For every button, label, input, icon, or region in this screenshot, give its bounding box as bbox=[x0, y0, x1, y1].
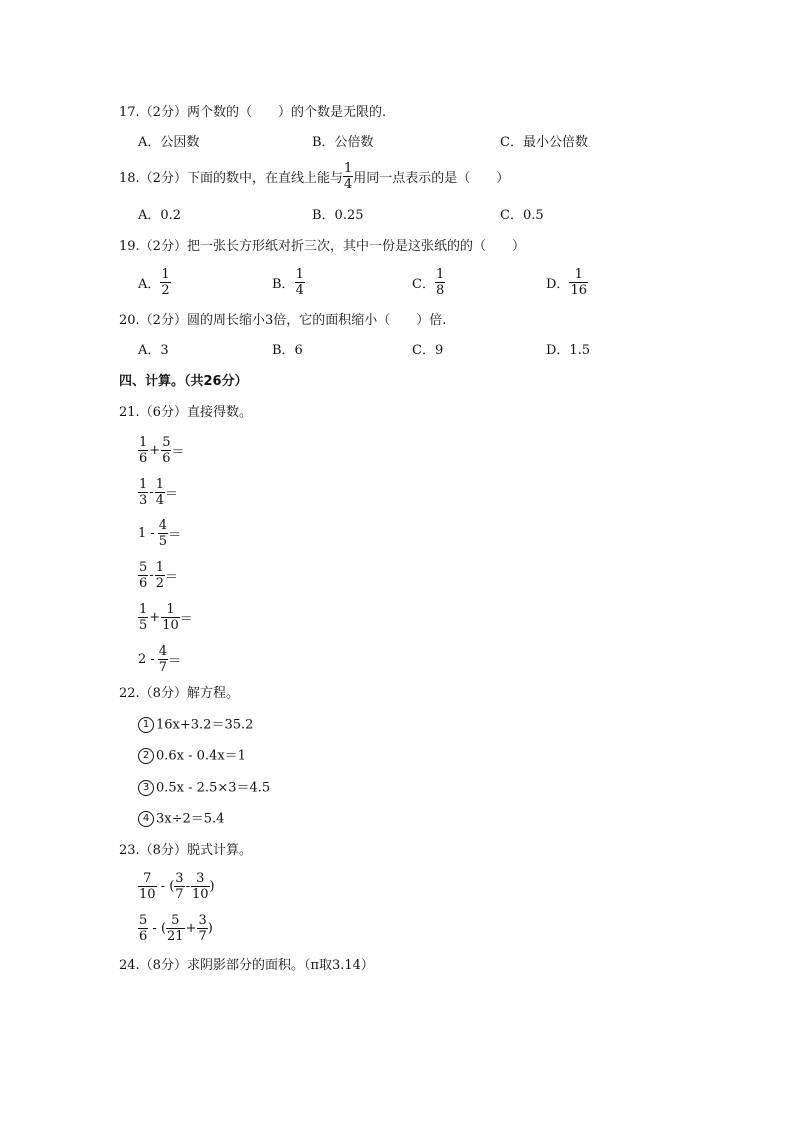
question-20-stem: 20.（2分）圆的周长缩小3倍，它的面积缩小（ ）倍. bbox=[119, 313, 447, 328]
option-fraction bbox=[295, 267, 305, 298]
fraction-numerator: 1 bbox=[166, 601, 175, 617]
q17-option-c: C．最小公倍数 bbox=[500, 135, 588, 150]
fraction-denominator: 8 bbox=[435, 282, 445, 298]
q19-option-c bbox=[412, 266, 445, 298]
fraction bbox=[197, 913, 207, 944]
option-label: C． bbox=[412, 276, 435, 292]
question-17-stem: 17.（2分）两个数的（ ）的个数是无限的. bbox=[119, 105, 387, 120]
fraction-numerator: 3 bbox=[198, 912, 207, 928]
fraction bbox=[161, 435, 171, 466]
fraction-denominator: 4 bbox=[155, 492, 164, 508]
operator: + bbox=[149, 442, 161, 458]
fraction-denominator: 4 bbox=[343, 176, 353, 192]
q21-item-5 bbox=[138, 601, 193, 633]
question-24-stem: 24.（8分）求阴影部分的面积。（π取3.14） bbox=[119, 958, 374, 973]
option-fraction bbox=[435, 267, 445, 298]
fraction-denominator: 7 bbox=[158, 659, 168, 675]
option-label: D． bbox=[546, 276, 570, 292]
fraction-numerator: 1 bbox=[161, 266, 170, 282]
operator: - bbox=[149, 484, 154, 500]
q18-option-c: C．0.5 bbox=[500, 208, 544, 223]
q21-item-4 bbox=[138, 559, 178, 591]
fraction-denominator: 5 bbox=[139, 617, 148, 633]
fraction bbox=[158, 518, 168, 549]
q18-option-a: A．0.2 bbox=[138, 208, 182, 223]
fraction-numerator: 1 bbox=[155, 476, 164, 492]
fraction bbox=[138, 871, 157, 902]
operator: - bbox=[185, 878, 190, 894]
question-23-stem: 23.（8分）脱式计算。 bbox=[119, 843, 252, 858]
operator: - ( bbox=[148, 920, 167, 936]
operator: + bbox=[149, 609, 161, 625]
section-4-heading: 四、计算。（共26分） bbox=[119, 374, 248, 389]
q22-equation-4 bbox=[138, 811, 224, 828]
q18-stem-after: 用同一点表示的是（ ） bbox=[353, 170, 510, 186]
q18-stem-before: 18.（2分）下面的数中，在直线上能与 bbox=[119, 170, 343, 186]
operator: - bbox=[149, 567, 154, 583]
fraction bbox=[174, 871, 184, 902]
fraction-denominator: 10 bbox=[162, 617, 179, 633]
fraction-denominator: 6 bbox=[139, 450, 148, 466]
fraction bbox=[138, 913, 148, 944]
q18-fraction bbox=[343, 161, 353, 192]
fraction-numerator: 4 bbox=[158, 517, 168, 533]
fraction-denominator: 4 bbox=[295, 282, 304, 298]
closing-paren: ) bbox=[209, 878, 215, 894]
fraction-numerator: 5 bbox=[139, 559, 148, 575]
question-18-stem bbox=[119, 160, 509, 192]
fraction bbox=[138, 477, 148, 508]
q23-expression-2 bbox=[138, 912, 213, 944]
circled-number: 3 bbox=[138, 780, 154, 796]
q22-equation-2 bbox=[138, 748, 246, 765]
fraction-numerator: 1 bbox=[435, 266, 445, 282]
fraction-numerator: 1 bbox=[295, 266, 304, 282]
q20-option-a: A．3 bbox=[138, 343, 169, 358]
fraction-numerator: 1 bbox=[574, 266, 583, 282]
fraction-numerator: 5 bbox=[139, 912, 148, 928]
fraction-denominator: 16 bbox=[570, 282, 587, 298]
fraction-denominator: 10 bbox=[191, 886, 209, 902]
equals-sign: ＝ bbox=[164, 569, 178, 585]
fraction-denominator: 6 bbox=[139, 575, 148, 591]
option-fraction bbox=[569, 267, 588, 298]
q20-option-d: D．1.5 bbox=[546, 343, 591, 358]
question-22-stem: 22.（8分）解方程。 bbox=[119, 686, 239, 701]
operator: - ( bbox=[156, 878, 175, 894]
q22-equation-3 bbox=[138, 780, 270, 797]
q17-option-a: A．公因数 bbox=[138, 135, 200, 150]
q20-option-c: C．9 bbox=[412, 343, 444, 358]
fraction-denominator: 2 bbox=[161, 282, 170, 298]
option-fraction bbox=[160, 267, 170, 298]
fraction-numerator: 1 bbox=[139, 434, 148, 450]
fraction bbox=[158, 644, 168, 675]
equals-sign: ＝ bbox=[168, 653, 182, 669]
equals-sign: ＝ bbox=[168, 527, 182, 543]
circled-number: 2 bbox=[138, 748, 154, 764]
equation-text: 3x÷2＝5.4 bbox=[156, 811, 225, 827]
fraction bbox=[155, 560, 165, 591]
fraction bbox=[155, 477, 165, 508]
fraction bbox=[138, 602, 148, 633]
q21-item-1 bbox=[138, 434, 184, 466]
fraction bbox=[161, 602, 180, 633]
closing-paren: ) bbox=[207, 920, 213, 936]
fraction-numerator: 1 bbox=[139, 476, 148, 492]
question-21-stem: 21.（6分）直接得数。 bbox=[119, 405, 252, 420]
option-label: A． bbox=[138, 276, 161, 292]
fraction-numerator: 5 bbox=[171, 912, 180, 928]
equation-text: 16x+3.2＝35.2 bbox=[156, 717, 254, 733]
fraction-denominator: 2 bbox=[155, 575, 164, 591]
question-19-stem: 19.（2分）把一张长方形纸对折三次，其中一份是这张纸的的（ ） bbox=[119, 239, 525, 254]
equals-sign: ＝ bbox=[164, 486, 178, 502]
q20-option-b: B．6 bbox=[272, 343, 303, 358]
equation-text: 0.6x - 0.4x＝1 bbox=[156, 748, 246, 764]
operator: + bbox=[185, 920, 197, 936]
fraction-numerator: 1 bbox=[155, 559, 164, 575]
fraction-denominator: 3 bbox=[139, 492, 148, 508]
fraction-denominator: 10 bbox=[139, 886, 156, 902]
equation-text: 0.5x - 2.5×3＝4.5 bbox=[156, 780, 271, 796]
whole-term: 1 - bbox=[138, 525, 155, 541]
fraction bbox=[138, 560, 148, 591]
fraction-numerator: 7 bbox=[143, 870, 152, 886]
fraction-numerator: 4 bbox=[158, 643, 168, 659]
fraction bbox=[138, 435, 148, 466]
q23-expression-1 bbox=[138, 870, 215, 902]
q18-option-b: B．0.25 bbox=[312, 208, 364, 223]
fraction bbox=[166, 913, 185, 944]
fraction-denominator: 7 bbox=[175, 886, 184, 902]
fraction-denominator: 5 bbox=[158, 533, 168, 549]
fraction-denominator: 6 bbox=[162, 450, 171, 466]
fraction-denominator: 7 bbox=[198, 928, 207, 944]
q22-equation-1 bbox=[138, 717, 253, 734]
q19-option-b bbox=[272, 266, 305, 298]
circled-number: 1 bbox=[138, 717, 154, 733]
fraction-numerator: 3 bbox=[175, 870, 184, 886]
q19-option-a bbox=[138, 266, 171, 298]
whole-term: 2 - bbox=[138, 651, 155, 667]
fraction-numerator: 1 bbox=[343, 160, 353, 176]
fraction bbox=[191, 871, 210, 902]
fraction-numerator: 1 bbox=[139, 601, 148, 617]
q19-option-d bbox=[546, 266, 588, 298]
fraction-denominator: 6 bbox=[139, 928, 148, 944]
q21-item-2 bbox=[138, 476, 178, 508]
q21-item-6 bbox=[138, 643, 181, 675]
circled-number: 4 bbox=[138, 811, 154, 827]
equals-sign: ＝ bbox=[179, 611, 193, 627]
equals-sign: ＝ bbox=[171, 444, 185, 460]
fraction-numerator: 5 bbox=[162, 434, 171, 450]
fraction-numerator: 3 bbox=[196, 870, 205, 886]
q21-item-3 bbox=[138, 517, 181, 549]
option-label: B． bbox=[272, 276, 295, 292]
q17-option-b: B．公倍数 bbox=[312, 135, 374, 150]
fraction-denominator: 21 bbox=[167, 928, 184, 944]
